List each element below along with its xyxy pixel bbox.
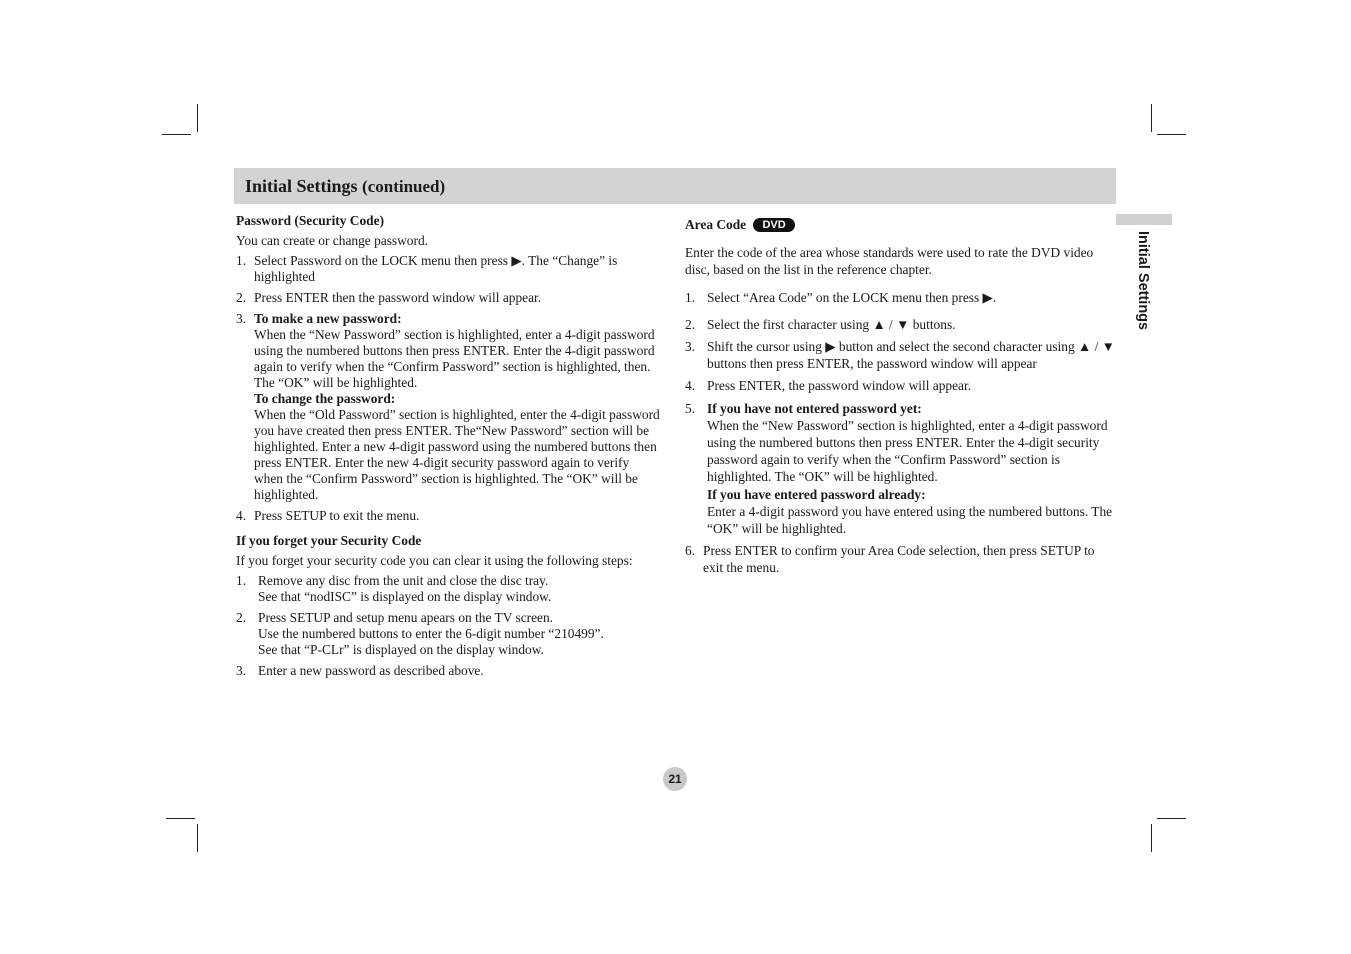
list-text: Select Password on the LOCK menu then press ▶. The “Change” is highlighted: [254, 253, 618, 284]
list-item: [236, 663, 661, 679]
password-steps: [236, 253, 661, 524]
list-text: Press ENTER then the password window will appear.: [254, 290, 542, 305]
list-subheading: If you have entered password already:: [707, 486, 926, 502]
list-item: [236, 573, 661, 605]
list-item: [685, 542, 1117, 576]
list-item: [685, 377, 1117, 394]
list-item: [685, 289, 1117, 306]
list-number: 2.: [685, 316, 696, 332]
page-title-text: Initial Settings: [245, 176, 358, 196]
list-number: 3.: [236, 663, 247, 678]
dvd-badge: DVD: [753, 218, 794, 232]
list-text: Press ENTER to confirm your Area Code selection, then press SETUP to exit the menu.: [703, 543, 1095, 576]
list-number: 2.: [236, 610, 247, 625]
list-number: 2.: [236, 290, 247, 305]
area-code-title: [685, 216, 1117, 233]
list-number: 3.: [685, 339, 696, 355]
list-text: Remove any disc from the unit and close the disc tray.: [258, 573, 549, 588]
list-number: 1.: [236, 253, 247, 268]
page-title: [245, 176, 445, 197]
list-text: Press SETUP and setup menu apears on the TV screen.: [258, 610, 554, 625]
crop-mark: [197, 824, 198, 852]
left-column: [236, 213, 661, 684]
list-text: Select the first character using ▲ / ▼ buttons.: [707, 316, 956, 332]
list-item: [236, 290, 661, 306]
list-subheading: To make a new password:: [254, 311, 402, 326]
side-tab-label: Initial Settings: [1135, 231, 1151, 331]
list-item: [236, 253, 661, 285]
list-number: 4.: [236, 508, 247, 523]
crop-mark: [1157, 134, 1186, 135]
area-code-intro: Enter the code of the area whose standards were used to rate the DVD video disc, based on the list in the reference chapter.: [685, 245, 1094, 278]
forget-section-title: If you forget your Security Code: [236, 533, 422, 548]
page-number: 21: [663, 767, 687, 791]
list-item: [685, 316, 1117, 333]
crop-mark: [162, 134, 191, 135]
right-column: [685, 216, 1117, 582]
password-section-title: Password (Security Code): [236, 213, 385, 228]
crop-mark: [1151, 104, 1152, 132]
forget-intro: If you forget your security code you can clear it using the following steps:: [236, 553, 633, 568]
list-number: 3.: [236, 311, 247, 326]
list-text: Enter a new password as described above.: [258, 663, 484, 678]
list-item: [236, 610, 661, 658]
password-intro: You can create or change password.: [236, 233, 428, 248]
crop-mark: [1157, 818, 1186, 819]
crop-mark: [166, 818, 195, 819]
page-title-suffix: (continued): [362, 177, 446, 196]
area-code-steps: [685, 289, 1117, 577]
list-text: Press ENTER, the password window will appear.: [707, 378, 972, 394]
list-text: Press SETUP to exit the menu.: [254, 508, 420, 523]
area-code-title-text: Area Code: [685, 217, 747, 232]
crop-mark: [1151, 824, 1152, 852]
list-text: When the “New Password” section is highlighted, enter a 4-digit password using the numbered buttons then press ENTER. Enter the 4-digit security password again to verify when the “Confirm Password” section is highlighted. The “OK” will be highlighted.: [707, 417, 1108, 485]
list-item: [236, 311, 661, 503]
crop-mark: [197, 104, 198, 132]
list-text: When the “Old Password” section is highlighted, enter the 4-digit password you have created then press ENTER. The“New Password” section will be highlighted. Enter a new 4-digit password using the numbered buttons then press ENTER. Enter the new 4-digit security password again to verify when the “Confirm Password” section is highlighted. The “OK” will be highlighted.: [254, 407, 660, 502]
list-number: 5.: [685, 400, 696, 416]
list-item: [236, 508, 661, 524]
list-number: 1.: [685, 289, 696, 305]
section-header-bar: [234, 168, 1116, 204]
list-text: See that “nodISC” is displayed on the display window.: [258, 589, 552, 604]
list-text: Enter a 4-digit password you have entered using the numbered buttons. The “OK” will be highlighted.: [707, 503, 1113, 537]
list-text: When the “New Password” section is highlighted, enter a 4-digit password using the numbered buttons then press ENTER. Enter the 4-digit password again to verify when the “Confirm Password” section is highlighted, then. The “OK” will be highlighted.: [254, 327, 655, 390]
list-subheading: If you have not entered password yet:: [707, 400, 922, 416]
list-number: 6.: [685, 543, 696, 559]
list-number: 4.: [685, 378, 696, 394]
list-subheading: To change the password:: [254, 391, 396, 406]
list-number: 1.: [236, 573, 247, 588]
list-item: [685, 338, 1117, 372]
side-tab-marker: [1116, 214, 1172, 225]
forget-steps: [236, 573, 661, 679]
list-item: [685, 400, 1117, 538]
list-text: See that “P-CLr” is displayed on the display window.: [258, 642, 544, 657]
list-text: Shift the cursor using ▶ button and select the second character using ▲ / ▼ buttons then press ENTER, the password window will appear: [707, 339, 1115, 372]
list-text: Use the numbered buttons to enter the 6-digit number “210499”.: [258, 626, 604, 641]
list-text: Select “Area Code” on the LOCK menu then press ▶.: [707, 289, 997, 305]
